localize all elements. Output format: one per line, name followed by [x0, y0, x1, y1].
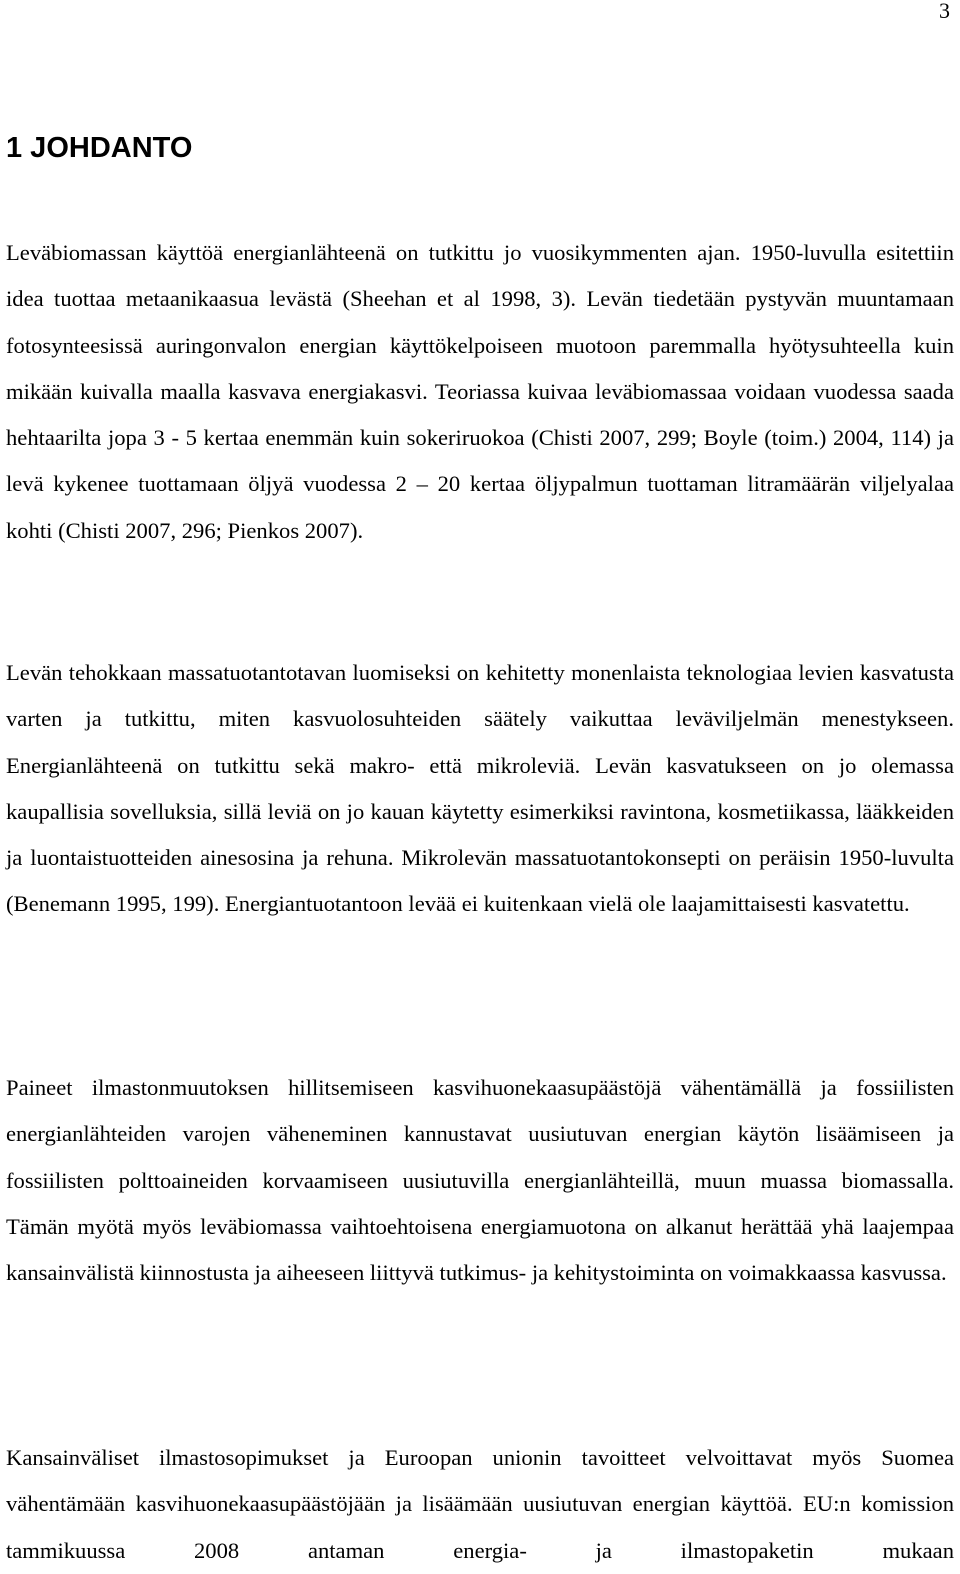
paragraph-agreements: Kansainväliset ilmastosopimukset ja Euroopan unionin tavoitteet velvoittavat myös Suomea vähentämään kasvihuonekaasupäästöjään ja lisäämään uusiutuvan energian käyttöä. EU:n komission tammikuussa 2008 antaman energia- ja ilmastopaketin mukaan	[6, 1445, 954, 1563]
paragraph-climate: Paineet ilmastonmuutoksen hillitsemiseen kasvihuonekaasupäästöjä vähentämällä ja fossiilisten energianlähteiden varojen väheneminen kannustavat uusiutuvan energian käytön lisäämiseen ja fossiilisten polttoaineiden korvaamiseen uusiutuvilla energianlähteillä, muun muassa biomassalla. Tämän myötä myös leväbiomassa vaihtoehtoisena energiamuotona on alkanut herättää yhä laajempaa kansainvälistä kiinnostusta ja aiheeseen liittyvä tutkimus- ja kehitystoiminta on voimakkaassa kasvussa.	[6, 1075, 954, 1286]
page-number: 3	[939, 0, 950, 23]
section-heading: 1 JOHDANTO	[6, 132, 193, 164]
paragraph-cultivation: Levän tehokkaan massatuotantotavan luomiseksi on kehitetty monenlaista teknologiaa levien kasvatusta varten ja tutkittu, miten kasvuolosuhteiden säätely vaikuttaa leväviljelmän menestykseen. Energianlähteenä on tutkittu sekä makro- että mikroleviä. Levän kasvatukseen on jo olemassa kaupallisia sovelluksia, sillä leviä on jo kauan käytetty esimerkiksi ravintona, kosmetiikassa, lääkkeiden ja luontaistuotteiden ainesosina ja rehuna. Mikrolevän massatuotantokonsepti on peräisin 1950-luvulta (Benemann 1995, 199). Energiantuotantoon levää ei kuitenkaan vielä ole laajamittaisesti kasvatettu.	[6, 660, 954, 917]
paragraph-intro: Leväbiomassan käyttöä energianlähteenä on tutkittu jo vuosikymmenten ajan. 1950-luvulla esitettiin idea tuottaa metaanikaasua levästä (Sheehan et al 1998, 3). Levän tiedetään pystyvän muuntamaan fotosynteesissä auringonvalon energian käyttökelpoiseen muotoon paremmalla hyötysuhteella kuin mikään kuivalla maalla kasvava energiakasvi. Teoriassa kuivaa leväbiomassaa voidaan vuodessa saada hehtaarilta jopa 3 - 5 kertaa enemmän kuin sokeriruokoa (Chisti 2007, 299; Boyle (toim.) 2004, 114) ja levä kykenee tuottamaan öljyä vuodessa 2 – 20 kertaa öljypalmun tuottaman litramäärän viljelyalaa kohti (Chisti 2007, 296; Pienkos 2007).	[6, 240, 954, 543]
